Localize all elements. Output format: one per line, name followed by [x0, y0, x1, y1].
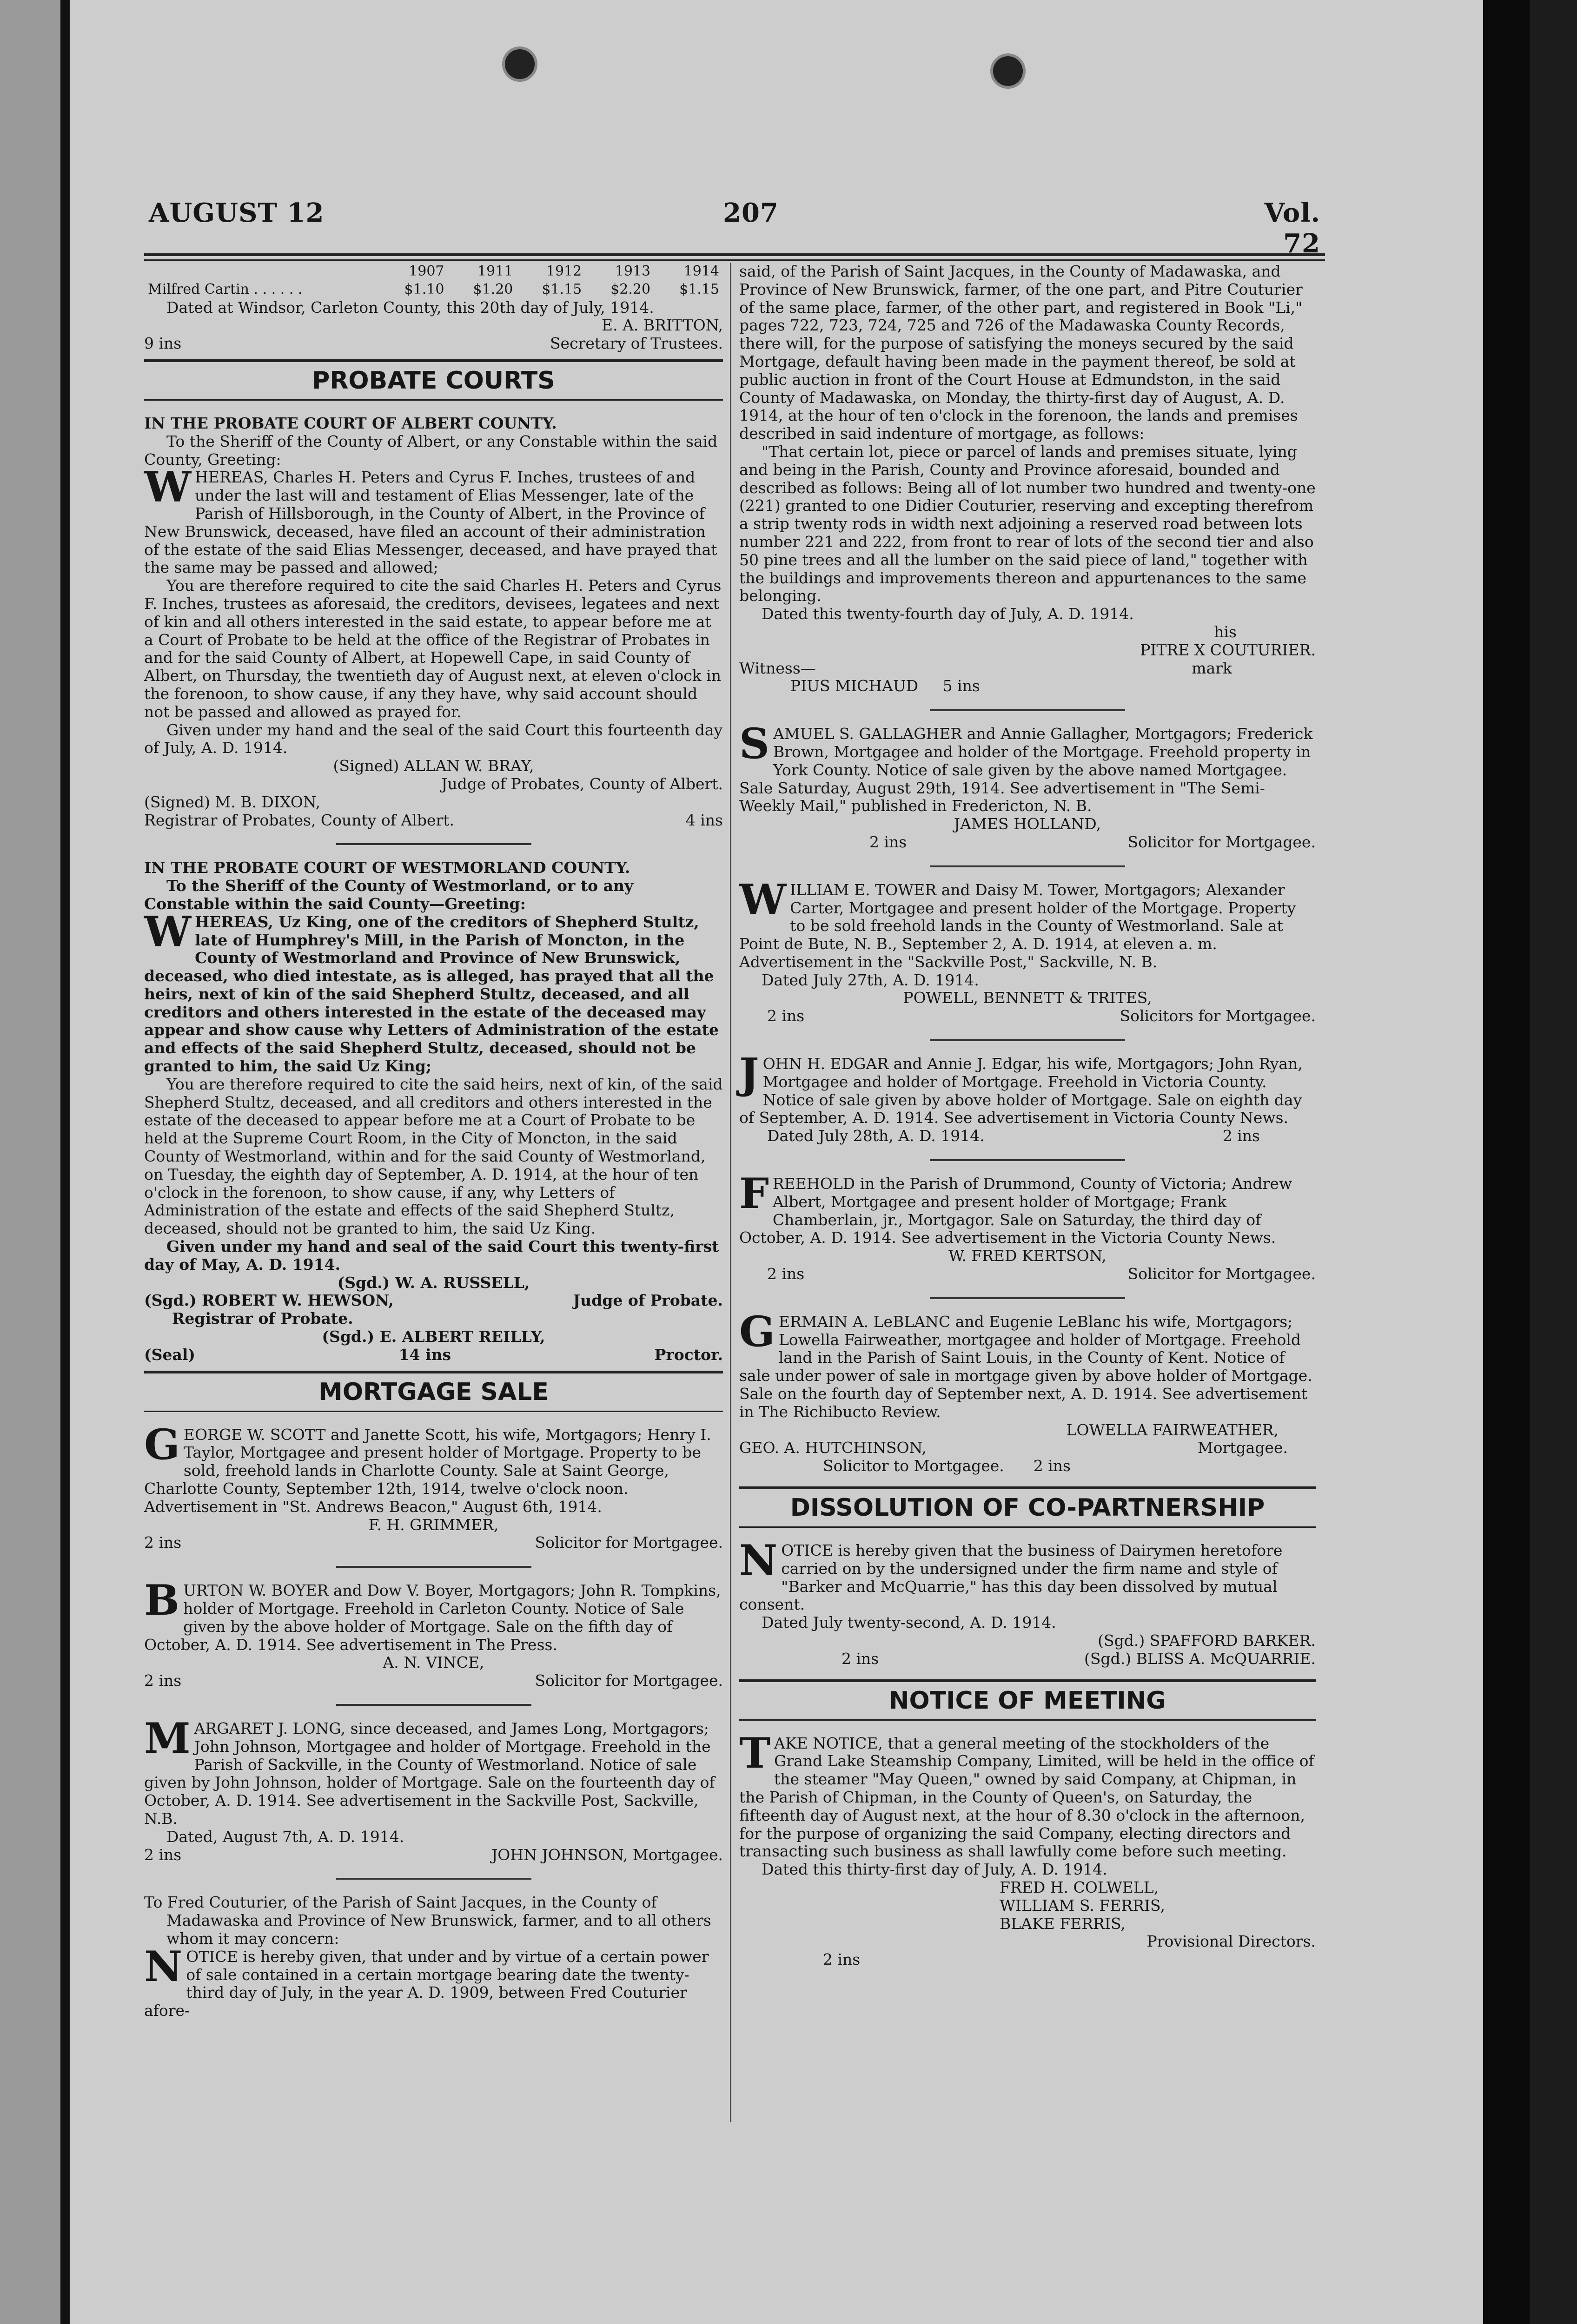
notice-body: AKE NOTICE, that a general meeting of the stockholders of the Grand Lake Steamship Company, Limited, will be held in the office of the steamer "May Queen," owned by said Company, at Chipman, in the Parish of Chipman, in the County of Queen's, on Saturday, the fifteenth day of August next, at the hour of 8.30 o'clock in the afternoon, for the purpose of organizing the said Company, electing directors and transacting such business as shall lawfully come before such meeting.	[739, 1734, 1314, 1861]
amount-cell: $1.20	[473, 281, 513, 297]
notice-separator	[930, 1039, 1125, 1041]
notice-body: AMUEL S. GALLAGHER and Annie Gallagher, Mortgagors; Frederick Brown, Mortgagee and holder of the Mortgage. Freehold property in York County. Notice of sale given by the above named Mortgagee. Sale Saturday, August 29th, 1914. See advertisement in "The Semi-Weekly Mail," published in Fredericton, N. B.	[739, 725, 1313, 815]
signer-name: PITRE X COUTURIER.	[1140, 640, 1316, 659]
insertion-count: 2 ins	[842, 1649, 879, 1668]
notice-separator	[930, 865, 1125, 867]
right-column	[739, 263, 1316, 1969]
tax-table	[144, 263, 723, 299]
signer-title: Solicitor for Mortgagee.	[535, 1533, 723, 1552]
section-rule	[739, 1679, 1316, 1682]
header-rule-double	[144, 259, 1325, 261]
dated-line: Dated this twenty-fourth day of July, A. D. 1914.	[762, 605, 1134, 623]
long-mortgage-notice	[144, 1713, 723, 1864]
court-name: IN THE PROBATE COURT OF ALBERT COUNTY.	[144, 414, 557, 432]
drop-cap: N	[144, 1941, 183, 1991]
dated-line: Dated July twenty-second, A. D. 1914.	[762, 1613, 1056, 1632]
solicitor-name: GEO. A. HUTCHINSON,	[739, 1439, 927, 1457]
section-rule	[144, 1371, 723, 1373]
notice-body: ILLIAM E. TOWER and Daisy M. Tower, Mortgagors; Alexander Carter, Mortgagee and present holder of the Mortgage. Property to be sold freehold lands in the County of Westmorland. Sale at Point de Bute, N. B., September 2, A. D. 1914, at eleven a. m. Advertisement in the "Sackville Post," Sackville, N. B.	[739, 880, 1296, 971]
freehold-mortgage-notice	[739, 1169, 1316, 1283]
drop-cap: M	[144, 1713, 191, 1763]
amount-cell: $1.15	[679, 281, 719, 297]
left-column	[144, 263, 723, 2020]
volume-label: Vol. 72	[1264, 198, 1320, 259]
albert-probate-notice	[144, 415, 723, 829]
drop-cap: F	[739, 1169, 769, 1219]
section-rule	[144, 1411, 723, 1412]
director-name: FRED H. COLWELL,	[1000, 1878, 1159, 1896]
punch-hole	[502, 46, 537, 82]
witness-name: PIUS MICHAUD	[790, 677, 919, 695]
notice-body: REEHOLD in the Parish of Drummond, County of Victoria; Andrew Albert, Mortgagee and present holder of Mortgage; Frank Chamberlain, jr., Mortgagor. Sale on Saturday, the third day of October, A. D. 1914. See advertisement in the Victoria County News.	[739, 1175, 1292, 1247]
addressee: To the Sheriff of the County of Albert, or any Constable within the said County, Greeting:	[144, 432, 718, 469]
signer-title: Secretary of Trustees.	[550, 334, 723, 353]
signer-name: E. A. BRITTON,	[602, 316, 723, 335]
judge-title: Judge of Probates, County of Albert.	[441, 774, 723, 793]
property-description: "That certain lot, piece or parcel of lands and premises situate, lying and being in the Parish, County and Province aforesaid, bounded and described as follows: Being all of lot number two hundred and twenty-one (221) granted to one Didier Couturier, reserving and excepting therefrom a strip twenty rods in width next adjoining a reserved road between lots number 221 and 222, from front to rear of lots of the second tier and also 50 pine trees and all the lumber on the said piece of land," together with the buildings and improvements thereon and appurtenances to the same belonging.	[739, 442, 1316, 605]
dated-line: Dated July 28th, A. D. 1914.	[767, 1127, 985, 1145]
signer-title: Solicitor for Mortgagee.	[1127, 832, 1316, 851]
signer-title: Solicitor for Mortgagee.	[535, 1671, 723, 1690]
dissolution-notice	[739, 1536, 1316, 1668]
insertion-count: 2 ins	[823, 1950, 861, 1969]
signer-name: JAMES HOLLAND,	[954, 815, 1101, 833]
signer-name: W. FRED KERTSON,	[948, 1247, 1107, 1265]
drop-cap: T	[739, 1728, 770, 1778]
director-name: BLAKE FERRIS,	[1000, 1914, 1126, 1933]
director-name: WILLIAM S. FERRIS,	[1000, 1896, 1165, 1915]
notice-separator	[336, 843, 531, 845]
previous-page-edge	[0, 0, 69, 2324]
given-line: Given under my hand and seal of the said Court this twenty-first day of May, A. D. 1914.	[144, 1237, 719, 1274]
punch-hole	[990, 53, 1026, 89]
dated-line: Dated at Windsor, Carleton County, this 20th day of July, 1914.	[166, 298, 654, 317]
mortgage-sale-heading: MORTGAGE SALE	[318, 1378, 549, 1406]
directors-title: Provisional Directors.	[1146, 1932, 1316, 1951]
dissolution-heading: DISSOLUTION OF CO-PARTNERSHIP	[790, 1494, 1265, 1522]
registrar-name: (Signed) M. B. DIXON,	[144, 792, 321, 811]
couturier-mortgage-continued	[739, 263, 1316, 695]
amount-cell: $1.15	[542, 281, 582, 297]
dated-line: Dated July 27th, A. D. 1914.	[762, 971, 979, 989]
notice-separator	[930, 1297, 1125, 1299]
notice-body: ARGARET J. LONG, since deceased, and James Long, Mortgagors; John Johnson, Mortgagee and holder of Mortgage. Freehold in the Parish of Sackville, in the County of Westmorland. Notice of sale given by John Johnson, holder of Mortgage. Sale on the fourteenth day of October, A. D. 1914. See advertisement in the Sackville Post, Sackville, N.B.	[144, 1719, 715, 1828]
insertion-count: 2 ins	[869, 832, 907, 851]
judge-title: Judge of Probate.	[573, 1291, 723, 1310]
section-rule	[739, 1486, 1316, 1489]
notice-separator	[336, 1566, 531, 1568]
signer-name: POWELL, BENNETT & TRITES,	[903, 989, 1152, 1007]
edgar-mortgage-notice	[739, 1049, 1316, 1145]
year-cell: 1907	[409, 263, 444, 279]
section-rule	[144, 359, 723, 362]
insertion-count: 5 ins	[942, 677, 980, 695]
notice-body: said, of the Parish of Saint Jacques, in the County of Madawaska, and Province of New Brunswick, farmer, of the one part, and Pitre Couturier of the same place, farmer, of the other part, and registered in Book "Li," pages 722, 723, 724, 725 and 726 of the Madawaska County Records, there will, for the purpose of satisfying the moneys secured by the said Mortgage, default having been made in the payment thereof, be sold at public auction in front of the Court House at Edmundston, in the said County of Madawaska, on Monday, the thirty-first day of August, A. D. 1914, at the hour of ten o'clock in the forenoon, the lands and premises described in said indenture of mortgage, as follows:	[739, 262, 1303, 443]
registrar-title: Registrar of Probate.	[172, 1309, 353, 1328]
witness-label: Witness—	[739, 659, 816, 677]
insertion-count: 2 ins	[1222, 1127, 1260, 1145]
signer-name: A. N. VINCE,	[383, 1653, 484, 1672]
westmorland-probate-notice	[144, 859, 723, 1364]
section-rule	[144, 399, 723, 401]
taxpayer-name: Milfred Cartin . . . . . .	[148, 281, 303, 297]
page-number: 207	[723, 198, 779, 228]
drop-cap: W	[739, 875, 787, 924]
notice-body: You are therefore required to cite the said Charles H. Peters and Cyrus F. Inches, trustees as aforesaid, the creditors, devisees, legatees and next of kin and all others interested in the said estate, to appear before me at a Court of Probate to be held at the office of the Registrar of Probates in and for the said County of Albert, at Hopewell Cape, in said County of Albert, on Thursday, the twentieth day of August next, at eleven o'clock in the forenoon, to show cause, if any they have, why said account should not be passed and allowed as prayed for.	[144, 576, 722, 721]
tower-mortgage-notice	[739, 875, 1316, 1025]
insertion-count: 2 ins	[767, 1007, 805, 1025]
year-cell: 1911	[477, 263, 513, 279]
registrar-title: Registrar of Probates, County of Albert.	[144, 811, 455, 829]
insertion-count: 2 ins	[144, 1845, 182, 1864]
dated-line: Dated this thirty-first day of July, A. D. 1914.	[762, 1860, 1107, 1879]
insertion-count: 2 ins	[767, 1265, 805, 1283]
drop-cap: B	[144, 1576, 180, 1625]
signer-name: (Sgd.) BLISS A. McQUARRIE.	[1084, 1649, 1316, 1668]
notice-body: HEREAS, Uz King, one of the creditors of Shepherd Stultz, late of Humphrey's Mill, in the Parish of Moncton, in the County of Westmorland and Province of New Brunswick, deceased, who died intestate, as is alleged, has prayed that all the heirs, next of kin of the said Shepherd Stultz, deceased, and all creditors and others interested in the estate of the deceased may appear and show cause why Letters of Administration of the estate and effects of the said Shepherd Stultz, deceased, should not be granted to him, the said Uz King;	[144, 912, 719, 1076]
column-divider	[730, 263, 731, 2122]
notice-body: URTON W. BOYER and Dow V. Boyer, Mortgagors; John R. Tompkins, holder of Mortgage. Freehold in Carleton County. Notice of Sale given by the above holder of Mortgage. Sale on the fifth day of October, A. D. 1914. See advertisement in The Press.	[144, 1581, 721, 1654]
proctor-title: Proctor.	[654, 1345, 723, 1364]
judge-name: (Signed) ALLAN W. BRAY,	[333, 757, 534, 775]
addressee: To Fred Couturier, of the Parish of Saint Jacques, in the County of Madawaska and Province of New Brunswick, farmer, and to all others whom it may concern:	[144, 1893, 711, 1948]
given-line: Given under my hand and the seal of the said Court this fourteenth day of July, A. D. 1914.	[144, 720, 723, 757]
couturier-mortgage-notice	[144, 1894, 723, 2020]
section-rule	[739, 1526, 1316, 1528]
year-cell: 1914	[683, 263, 719, 279]
notice-separator	[930, 1159, 1125, 1161]
signer-title: Solicitors for Mortgagee.	[1120, 1007, 1316, 1025]
drop-cap: J	[739, 1049, 759, 1099]
drop-cap: W	[144, 462, 192, 512]
meeting-notice	[739, 1728, 1316, 1969]
signer-name: JOHN JOHNSON, Mortgagee.	[491, 1845, 723, 1864]
amount-cell: $1.10	[404, 281, 444, 297]
judge-name: (Sgd.) W. A. RUSSELL,	[337, 1273, 530, 1292]
notice-body: HEREAS, Charles H. Peters and Cyrus F. Inches, trustees of and under the last will and testament of Elias Messenger, late of the Parish of Hillsborough, in the County of Albert, in the Province of New Brunswick, deceased, have filed an account of their administration of the estate of the said Elias Messenger, deceased, and have prayed that the same may be passed and allowed;	[144, 468, 717, 577]
court-name: IN THE PROBATE COURT OF WESTMORLAND COUNTY.	[144, 858, 630, 877]
year-cell: 1913	[615, 263, 651, 279]
signer-name: F. H. GRIMMER,	[368, 1515, 499, 1534]
notice-separator	[930, 709, 1125, 711]
insertion-count: 14 ins	[398, 1345, 451, 1364]
seal-label: (Seal)	[144, 1345, 195, 1364]
mark-label: mark	[1192, 659, 1232, 677]
signer-title: Solicitor for Mortgagee.	[1127, 1265, 1316, 1283]
header-date: AUGUST 12	[149, 198, 325, 228]
drop-cap: W	[144, 907, 192, 957]
header-rule	[144, 253, 1325, 256]
boyer-mortgage-notice	[144, 1576, 723, 1690]
notice-body: You are therefore required to cite the said heirs, next of kin, of the said Shepherd Stultz, deceased, and all creditors and others interested in the estate of the deceased to appear before me at a Court of Probate to be held at the Supreme Court Room, in the City of Moncton, in the said County of Westmorland, within and for the said County of Westmorland, on Tuesday, the eighth day of September, A. D. 1914, at the hour of ten o'clock in the forenoon, to show cause, if any, why Letters of Administration of the estate and effects of the said Shepherd Stultz, deceased, should not be granted to him, the said Uz King.	[144, 1075, 723, 1238]
registrar-name: (Sgd.) ROBERT W. HEWSON,	[144, 1291, 394, 1310]
section-rule	[739, 1719, 1316, 1721]
insertion-count: 2 ins	[1033, 1457, 1071, 1475]
insertion-count: 9 ins	[144, 334, 182, 353]
signer-name: LOWELLA FAIRWEATHER,	[1066, 1420, 1279, 1439]
signer-title: Mortgagee.	[1197, 1439, 1288, 1457]
addressee: To the Sheriff of the County of Westmorland, or to any Constable within the said County—Greeting:	[144, 877, 634, 913]
dated-line: Dated, August 7th, A. D. 1914.	[166, 1827, 404, 1846]
solicitor-title: Solicitor to Mortgagee.	[823, 1457, 1004, 1475]
drop-cap: N	[739, 1536, 778, 1585]
gallagher-mortgage-notice	[739, 719, 1316, 852]
binding-edge	[1483, 0, 1530, 2324]
notice-body: OTICE is hereby given that the business of Dairymen heretofore carried on by the undersigned under the firm name and style of "Barker and McQuarrie," has this day been dissolved by mutual consent.	[739, 1541, 1283, 1614]
drop-cap: S	[739, 719, 769, 769]
notice-of-meeting-heading: NOTICE OF MEETING	[889, 1686, 1166, 1715]
notice-body: EORGE W. SCOTT and Janette Scott, his wife, Mortgagors; Henry I. Taylor, Mortgagee and present holder of Mortgage. Property to be sold, freehold lands in Charlotte County. Sale at Saint George, Charlotte County, September 12th, 1914, twelve o'clock noon. Advertisement in "St. Andrews Beacon," August 6th, 1914.	[144, 1425, 711, 1516]
notice-body: ERMAIN A. LeBLANC and Eugenie LeBlanc his wife, Mortgagors; Lowella Fairweather, mortgagee and holder of Mortgage. Freehold land in the Parish of Saint Louis, in the County of Kent. Notice of sale under power of sale in mortgage given by above holder of Mortgage. Sale on the fourth day of September next, A. D. 1914. See advertisement in The Richibucto Review.	[739, 1312, 1312, 1421]
notice-separator	[336, 1704, 531, 1706]
year-cell: 1912	[546, 263, 582, 279]
insertion-count: 4 ins	[685, 811, 723, 829]
leblanc-mortgage-notice	[739, 1307, 1316, 1475]
his-label: his	[1214, 622, 1237, 641]
signer-name: (Sgd.) SPAFFORD BARKER.	[1098, 1631, 1316, 1650]
notice-body: OTICE is hereby given, that under and by virtue of a certain power of sale contained in a certain mortgage bearing date the twenty-third day of July, in the year A. D. 1909, between Fred Couturier afore-	[144, 1947, 709, 2020]
scott-mortgage-notice	[144, 1419, 723, 1552]
notice-separator	[336, 1878, 531, 1880]
proctor-name: (Sgd.) E. ALBERT REILLY,	[322, 1327, 545, 1346]
tax-notice	[144, 263, 723, 353]
notice-body: OHN H. EDGAR and Annie J. Edgar, his wife, Mortgagors; John Ryan, Mortgagee and holder of Mortgage. Freehold in Victoria County. Notice of sale given by above holder of Mortgage. Sale on eighth day of September, A. D. 1914. See advertisement in Victoria County News.	[739, 1055, 1303, 1127]
insertion-count: 2 ins	[144, 1533, 182, 1552]
probate-courts-heading: PROBATE COURTS	[312, 366, 555, 395]
insertion-count: 2 ins	[144, 1671, 182, 1690]
drop-cap: G	[144, 1419, 180, 1469]
drop-cap: G	[739, 1307, 775, 1356]
amount-cell: $2.20	[610, 281, 651, 297]
